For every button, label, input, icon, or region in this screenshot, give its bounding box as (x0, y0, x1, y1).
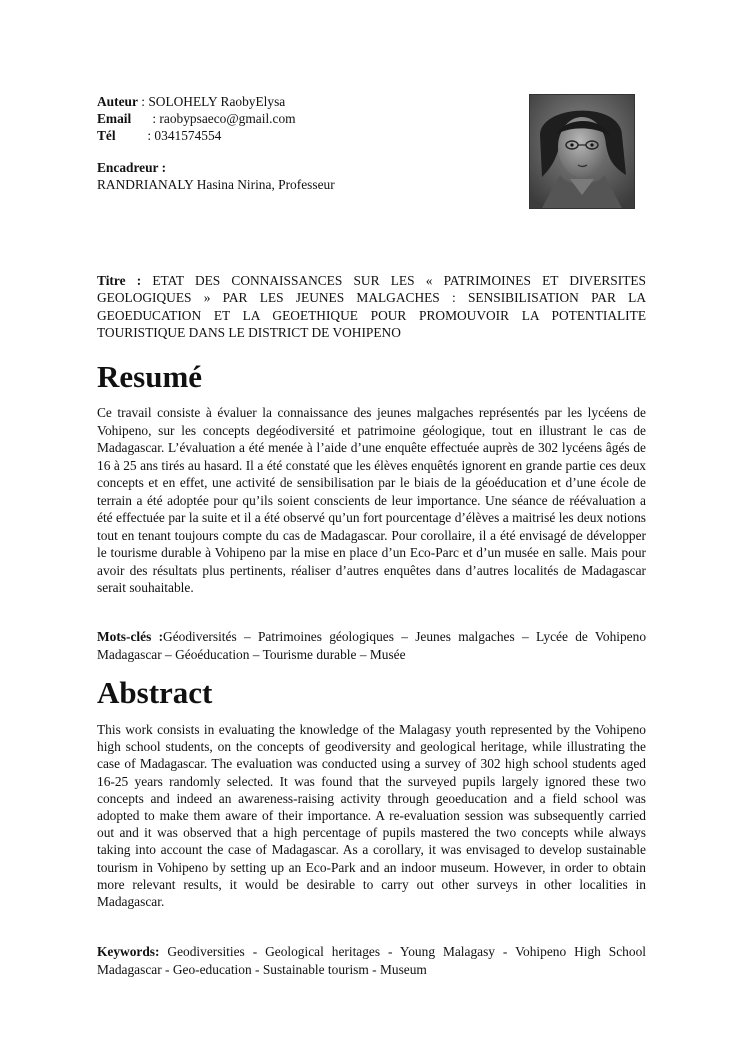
supervisor-name: RANDRIANALY Hasina Nirina, Professeur (97, 177, 335, 192)
abstract-body: This work consists in evaluating the knowledge of the Malagasy youth represented by the Vohipeno high school students, on the concepts of geodiversity and geological heritage, while illustrating the case of Madagascar. The evaluation was conducted using a survey of 302 high school students aged 16-25 years randomly selected. It was found that the surveyed pupils largely ignored these two concepts and indeed an awareness-raising activity through geoeducation and a field school was adopted to make them aware of their importance. A re-evaluation session was subsequently carried out and it was observed that a high percentage of pupils mastered the two concepts while always taking into account the case of Madagascar. As a corollary, it was envisaged to develop sustainable tourism in Vohipeno by setting up an Eco-Park and an indoor museum. However, in order to obtain more relevant results, it would be desirable to carry out other surveys in other localities in Madagascar. (97, 722, 646, 910)
author-row (97, 93, 517, 110)
portrait-icon (530, 95, 634, 208)
abstract-keywords (97, 943, 646, 978)
abstract-heading: Abstract (97, 675, 213, 710)
resume-body: Ce travail consiste à évaluer la connaissance des jeunes malgaches représentés par les lycéens de Vohipeno, sur les concepts degéodiversité et patrimoine géologique, tout en illustrant le cas de Madagascar. L’évaluation a été menée à l’aide d’une enquête effectuée auprès de 302 lycéens âgés de 16 à 25 ans tirés au hasard. Il a été constaté que les élèves enquêtés ignorent en grande partie ces deux concepts et en effet, une activité de sensibilisation par le biais de la géoéducation et d’une école de terrain a été adoptée pour qu’ils soient conscients de leur importance. Une séance de réévaluation a été effectuée par la suite et il a été observé qu’un fort pourcentage d’élèves a maitrisé les deux notions tout en tenant toujours compte du cas de Madagascar. Pour corollaire, il a été envisagé de développer le tourisme durable à Vohipeno par la mise en place d’un Eco-Parc et d’un musée en salle. Mais pour avoir des résultats plus pertinents, réaliser d’autres enquêtes dans d’autres localités de Madagascar serait souhaitable. (97, 405, 646, 595)
author-name: SOLOHELY RaobyElysa (148, 94, 286, 109)
email-sep: : (149, 111, 160, 126)
author-sep: : (137, 94, 149, 109)
email-value[interactable]: raobypsaeco@gmail.com (159, 111, 296, 126)
email-row (97, 110, 517, 127)
tel-row (97, 127, 517, 144)
title-label: Titre : (97, 273, 142, 288)
resume-keywords-label: Mots-clés : (97, 629, 164, 644)
supervisor-label: Encadreur : (97, 160, 167, 175)
resume-keywords-text: Géodiversités – Patrimoines géologiques – Jeunes malgaches – Lycée de Vohipeno Madagascar – Géoéducation – Tourisme durable – Musée (97, 629, 647, 662)
abstract-keywords-label: Keywords: (97, 944, 160, 959)
author-info (97, 93, 517, 193)
email-label: Email (97, 111, 132, 126)
thesis-title (97, 272, 646, 342)
title-text: ETAT DES CONNAISSANCES SUR LES « PATRIMOINES ET DIVERSITES GEOLOGIQUES » PAR LES JEUNES MALGACHES : SENSIBILISATION PAR LA GEOEDUCATION ET LA GEOETHIQUE POUR PROMOUVOIR LA POTENTIALITE TOURISTIQUE DANS LE DISTRICT DE VOHIPENO (97, 273, 646, 341)
abstract-keywords-text: Geodiversities - Geological heritages - Young Malagasy - Vohipeno High School Madagascar - Geo-education - Sustainable tourism - Museum (97, 944, 646, 977)
tel-sep: : (144, 128, 155, 143)
supervisor-row (97, 159, 517, 176)
author-portrait-photo (529, 94, 635, 209)
resume-heading: Resumé (97, 359, 203, 394)
author-label: Auteur (97, 94, 138, 109)
tel-value: 0341574554 (154, 128, 222, 143)
resume-keywords (97, 628, 646, 663)
tel-label: Tél (97, 128, 116, 143)
